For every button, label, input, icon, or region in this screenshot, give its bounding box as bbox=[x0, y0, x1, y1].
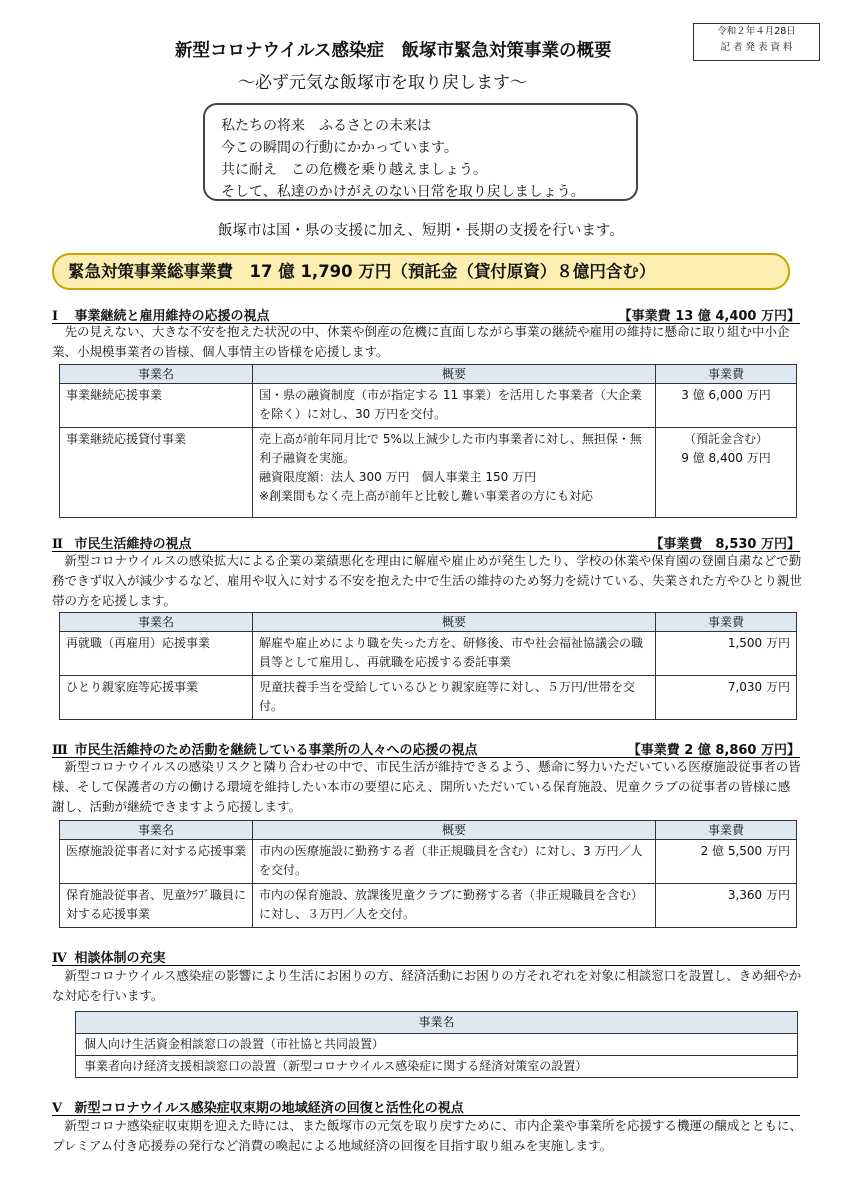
table-header-row bbox=[60, 821, 797, 840]
table-header-row bbox=[60, 365, 797, 384]
section-1-description: 先の見えない、大きな不安を抱えた状況の中、休業や倒産の危機に直面しながら事業の継続や雇用の維持に懸命に取り組む中小企業、小規模事業者の皆様、個人事情主の皆様を応援します。 bbox=[52, 324, 790, 359]
table-row bbox=[60, 676, 797, 720]
section-cost: 【事業費 13 億 4,400 万円】 bbox=[618, 309, 800, 324]
project-cost: 3 億 6,000 万円 bbox=[656, 384, 797, 428]
section-title: 新型コロナウイルス感染症収束期の地域経済の回復と活性化の視点 bbox=[74, 1101, 464, 1116]
section-2-table bbox=[59, 612, 797, 720]
project-cost: 2 億 5,500 万円 bbox=[656, 840, 797, 884]
project-name: 医療施設従事者に対する応援事業 bbox=[60, 840, 253, 884]
support-statement: 飯塚市は国・県の支援に加え、短期・長期の支援を行います。 bbox=[218, 223, 624, 239]
table-row bbox=[60, 840, 797, 884]
section-cost: 【事業費 8,530 万円】 bbox=[650, 537, 800, 552]
slogan-box bbox=[203, 103, 638, 201]
section-cost: 【事業費 2 億 8,860 万円】 bbox=[627, 743, 800, 758]
section-5-heading bbox=[52, 1097, 800, 1116]
column-header-summary: 概要 bbox=[253, 613, 656, 632]
table-row bbox=[60, 428, 797, 518]
project-cost: 1,500 万円 bbox=[656, 632, 797, 676]
release-label: 記 者 発 表 資 料 bbox=[720, 42, 793, 53]
project-name: 保育施設従事者、児童ｸﾗﾌﾞ職員に対する応援事業 bbox=[60, 884, 253, 928]
project-name: 事業継続応援事業 bbox=[60, 384, 253, 428]
slogan-line: そして、私達のかけがえのない日常を取り戻しましょう。 bbox=[221, 184, 585, 200]
project-summary: 売上高が前年同月比で 5%以上減少した市内事業者に対し、無担保・無利子融資を実施。 融資限度額：法人 300 万円 個人事業主 150 万円 ※創業間もなく売上高が前年と比較し難い事業者の方にも対応 bbox=[253, 428, 656, 518]
project-name: ひとり親家庭等応援事業 bbox=[60, 676, 253, 720]
section-3-heading bbox=[52, 739, 800, 758]
section-number: Ⅴ bbox=[52, 1101, 63, 1116]
section-3-table bbox=[59, 820, 797, 928]
table-header-row bbox=[60, 613, 797, 632]
section-number: Ⅰ bbox=[52, 309, 59, 324]
section-title: 相談体制の充実 bbox=[74, 951, 166, 966]
column-header-cost: 事業費 bbox=[656, 365, 797, 384]
table-row bbox=[60, 384, 797, 428]
section-2-heading bbox=[52, 533, 800, 552]
section-1-table bbox=[59, 364, 797, 518]
section-number: Ⅱ bbox=[52, 537, 63, 552]
table-row bbox=[76, 1056, 798, 1078]
section-3-description: 新型コロナウイルスの感染リスクと隣り合わせの中で、市民生活が維持できるよう、懸命に努力いただいている医療施設従事者の皆様、そして保護者の方の働ける環境を維持したい本市の要望に応え、開所いただいている保育施設、児童クラブの従事者の皆様に感謝し、活動が継続できますよう応援します。 bbox=[52, 759, 801, 814]
slogan-line: 今この瞬間の行動にかかっています。 bbox=[221, 140, 458, 156]
column-header-summary: 概要 bbox=[253, 821, 656, 840]
project-name: 事業継続応援貸付事業 bbox=[60, 428, 253, 518]
total-cost-banner: 緊急対策事業総事業費 17 億 1,790 万円（預託金（貸付原資）８億円含む） bbox=[52, 253, 790, 290]
project-cost: 3,360 万円 bbox=[656, 884, 797, 928]
column-header-cost: 事業費 bbox=[656, 821, 797, 840]
slogan-line: 私たちの将来 ふるさとの未来は bbox=[221, 118, 431, 134]
column-header-summary: 概要 bbox=[253, 365, 656, 384]
column-header-name: 事業名 bbox=[60, 365, 253, 384]
page-title: 新型コロナウイルス感染症 飯塚市緊急対策事業の概要 bbox=[175, 41, 612, 61]
project-cost: （預託金含む） 9 億 8,400 万円 bbox=[656, 428, 797, 518]
project-name: 再就職（再雇用）応援事業 bbox=[60, 632, 253, 676]
section-4-description: 新型コロナウイルス感染症の影響により生活にお困りの方、経済活動にお困りの方それぞれを対象に相談窓口を設置し、きめ細やかな対応を行います。 bbox=[52, 968, 802, 1003]
section-number: Ⅳ bbox=[52, 951, 67, 966]
slogan-line: 共に耐え この危機を乗り越えましょう。 bbox=[221, 162, 487, 178]
table-row bbox=[76, 1034, 798, 1056]
page-subtitle: ～必ず元気な飯塚市を取り戻します～ bbox=[238, 73, 527, 93]
table-row bbox=[60, 884, 797, 928]
section-title: 市民生活維持の視点 bbox=[74, 537, 192, 552]
column-header-name: 事業名 bbox=[76, 1012, 798, 1034]
press-release-date-box bbox=[693, 23, 820, 61]
column-header-cost: 事業費 bbox=[656, 613, 797, 632]
project-summary: 市内の保育施設、放課後児童クラブに勤務する者（非正規職員を含む）に対し、３万円／人を交付。 bbox=[253, 884, 656, 928]
section-title: 事業継続と雇用維持の応援の視点 bbox=[74, 309, 270, 324]
project-name: 事業者向け経済支援相談窓口の設置（新型コロナウイルス感染症に関する経済対策室の設置） bbox=[76, 1056, 798, 1078]
column-header-name: 事業名 bbox=[60, 821, 253, 840]
project-name: 個人向け生活資金相談窓口の設置（市社協と共同設置） bbox=[76, 1034, 798, 1056]
table-row bbox=[60, 632, 797, 676]
table-header-row bbox=[76, 1012, 798, 1034]
section-2-description: 新型コロナウイルスの感染拡大による企業の業績悪化を理由に解雇や雇止めが発生したり、学校の休業や保育園の登園自粛などで勤務できず収入が減少するなど、雇用や収入に対する不安を抱えた中で生活の維持のため努力を続けている、失業された方やひとり親世帯の方を応援します。 bbox=[52, 553, 803, 608]
project-summary: 児童扶養手当を受給しているひとり親家庭等に対し、５万円/世帯を交付。 bbox=[253, 676, 656, 720]
release-date: 令和２年４月28日 bbox=[717, 26, 796, 37]
section-4-table bbox=[75, 1011, 798, 1078]
section-4-heading bbox=[52, 947, 800, 966]
section-title: 市民生活維持のため活動を継続している事業所の人々への応援の視点 bbox=[74, 743, 478, 758]
section-5-description: 新型コロナ感染症収束期を迎えた時には、また飯塚市の元気を取り戻すために、市内企業や事業所を応援する機運の醸成とともに、プレミアム付き応援券の発行など消費の喚起による地域経済の回復を目指す取り組みを実施します。 bbox=[52, 1118, 803, 1153]
column-header-name: 事業名 bbox=[60, 613, 253, 632]
project-summary: 市内の医療施設に勤務する者（非正規職員を含む）に対し、3 万円／人を交付。 bbox=[253, 840, 656, 884]
project-cost: 7,030 万円 bbox=[656, 676, 797, 720]
project-summary: 解雇や雇止めにより職を失った方を、研修後、市や社会福祉協議会の職員等として雇用し、再就職を応援する委託事業 bbox=[253, 632, 656, 676]
section-number: Ⅲ bbox=[52, 743, 68, 758]
project-summary: 国・県の融資制度（市が指定する 11 事業）を活用した事業者（大企業を除く）に対し、30 万円を交付。 bbox=[253, 384, 656, 428]
